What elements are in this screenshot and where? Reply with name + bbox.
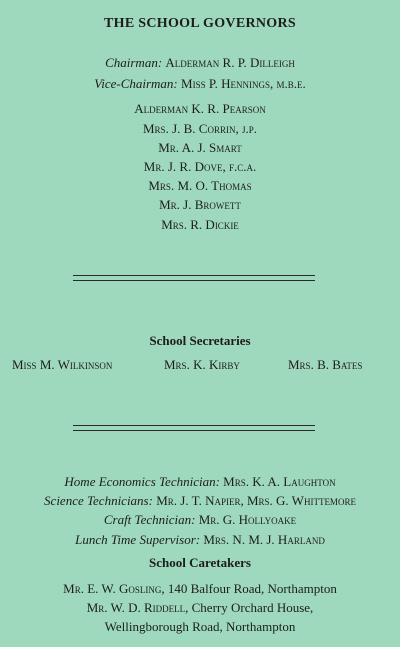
secretary-name: Mrs. K. Kirby bbox=[164, 357, 240, 372]
technician-line bbox=[0, 530, 400, 549]
secretary-name: Mrs. B. Bates bbox=[288, 357, 363, 372]
chairman-role: Chairman: bbox=[105, 55, 163, 70]
caretaker-name: Mr. E. W. Gosling, bbox=[63, 581, 165, 596]
caretaker-address: 140 Balfour Road, Northampton bbox=[167, 581, 337, 596]
chairman-name: Alderman R. P. Dilleigh bbox=[165, 55, 295, 70]
caretaker-line bbox=[0, 617, 400, 636]
governors-list bbox=[0, 53, 400, 234]
caretaker-address: Cherry Orchard House, bbox=[191, 600, 314, 616]
governor-member: Alderman K. R. Pearson bbox=[134, 101, 266, 117]
caretakers-heading: School Caretakers bbox=[149, 555, 251, 570]
vice-chairman-name: Miss P. Hennings, m.b.e. bbox=[181, 76, 306, 92]
vice-chairman-line bbox=[0, 74, 400, 93]
governor-member: Mr. A. J. Smart bbox=[158, 139, 242, 155]
technician-line bbox=[0, 472, 400, 491]
caretaker-line bbox=[0, 598, 400, 617]
caretaker-name: Mr. W. D. Riddell, bbox=[86, 600, 189, 616]
page-title: THE SCHOOL GOVERNORS bbox=[104, 16, 296, 31]
caretaker-line bbox=[0, 579, 400, 598]
vice-chairman-role: Vice-Chairman: bbox=[94, 76, 178, 92]
technician-name: Mrs. K. A. Laughton bbox=[223, 474, 336, 489]
governor-member: Mrs. M. O. Thomas bbox=[148, 178, 252, 194]
governor-member: Mrs. R. Dickie bbox=[161, 216, 239, 232]
secretary-name: Miss M. Wilkinson bbox=[12, 357, 113, 372]
caretakers-list bbox=[0, 579, 400, 637]
technician-role: Lunch Time Supervisor: bbox=[75, 531, 201, 547]
technicians-list bbox=[0, 472, 400, 549]
technician-name: Mr. G. Hollyoake bbox=[198, 512, 297, 528]
double-rule-divider bbox=[73, 275, 315, 281]
governor-member: Mr. J. Browett bbox=[159, 197, 241, 213]
double-rule-divider bbox=[73, 425, 315, 431]
technician-line bbox=[0, 510, 400, 529]
secretaries-list bbox=[0, 357, 400, 377]
governor-member: Mrs. J. B. Corrin, j.p. bbox=[143, 120, 257, 136]
caretaker-address: Wellingborough Road, Northampton bbox=[104, 619, 296, 635]
governor-member: Mr. J. R. Dove, f.c.a. bbox=[143, 159, 257, 175]
technician-role: Science Technicians: bbox=[44, 493, 153, 509]
technician-role: Home Economics Technician: bbox=[64, 474, 220, 489]
technician-role: Craft Technician: bbox=[103, 512, 196, 528]
technician-line bbox=[0, 491, 400, 510]
secretaries-heading: School Secretaries bbox=[149, 333, 251, 348]
chairman-line bbox=[0, 53, 400, 72]
technician-name: Mrs. N. M. J. Harland bbox=[203, 531, 325, 547]
technician-name: Mr. J. T. Napier, Mrs. G. Whittemore bbox=[156, 493, 356, 509]
